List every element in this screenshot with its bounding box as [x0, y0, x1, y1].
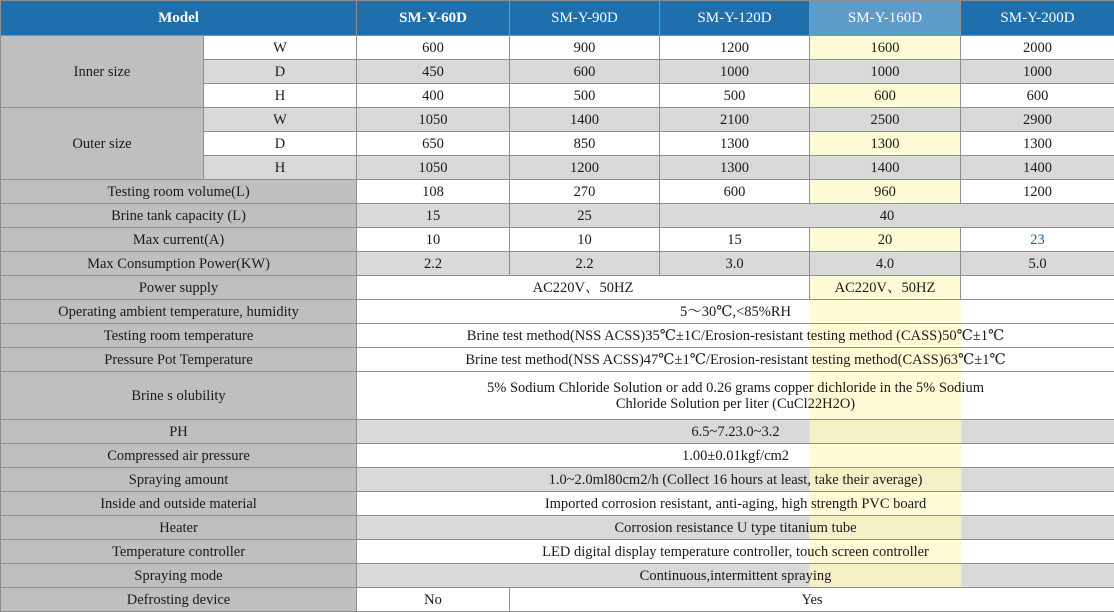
- model-header: Model: [1, 1, 357, 36]
- table-row: [1, 492, 1114, 516]
- table-row: [1, 36, 1114, 60]
- dimension-label: D: [204, 60, 357, 84]
- value-cell: AC220V、50HZ: [357, 276, 810, 300]
- value-cell: 10: [510, 228, 660, 252]
- value-cell: LED digital display temperature controller, touch screen controller: [357, 540, 1114, 564]
- row-label: Max Consumption Power(KW): [1, 252, 357, 276]
- value-cell: 5～30℃,<85%RH: [357, 300, 1114, 324]
- value-cell: 5.0: [961, 252, 1114, 276]
- value-cell: 600: [510, 60, 660, 84]
- value-cell: 1300: [961, 132, 1114, 156]
- value-cell: Yes: [510, 588, 1114, 612]
- value-cell: 600: [961, 84, 1114, 108]
- row-label: Defrosting device: [1, 588, 357, 612]
- row-label: Brine s olubility: [1, 372, 357, 420]
- row-label: Temperature controller: [1, 540, 357, 564]
- model-header-cell: SM-Y-160D: [810, 1, 961, 36]
- table-row: [1, 252, 1114, 276]
- row-label: Testing room temperature: [1, 324, 357, 348]
- table-row: [1, 516, 1114, 540]
- row-label: Pressure Pot Temperature: [1, 348, 357, 372]
- value-cell: [961, 276, 1114, 300]
- value-cell: 2100: [660, 108, 810, 132]
- row-label: Max current(A): [1, 228, 357, 252]
- table-row: [1, 180, 1114, 204]
- value-cell: 600: [810, 84, 961, 108]
- value-cell: AC220V、50HZ: [810, 276, 961, 300]
- model-header-cell: SM-Y-90D: [510, 1, 660, 36]
- value-cell: 108: [357, 180, 510, 204]
- value-cell: Imported corrosion resistant, anti-aging, high strength PVC board: [357, 492, 1114, 516]
- value-cell: 500: [510, 84, 660, 108]
- value-cell: 270: [510, 180, 660, 204]
- value-cell: 23: [961, 228, 1114, 252]
- table-row: [1, 444, 1114, 468]
- row-label: Spraying mode: [1, 564, 357, 588]
- value-cell: [357, 372, 1114, 420]
- value-cell: 1000: [810, 60, 961, 84]
- value-cell: 2.2: [510, 252, 660, 276]
- value-cell: 600: [660, 180, 810, 204]
- row-label: Power supply: [1, 276, 357, 300]
- value-cell: 1.0~2.0ml80cm2/h (Collect 16 hours at least, take their average): [357, 468, 1114, 492]
- row-label: Compressed air pressure: [1, 444, 357, 468]
- table-row: [1, 348, 1114, 372]
- value-cell: Corrosion resistance U type titanium tube: [357, 516, 1114, 540]
- value-cell: 400: [357, 84, 510, 108]
- value-cell: 1400: [961, 156, 1114, 180]
- value-cell: 900: [510, 36, 660, 60]
- value-cell: 1050: [357, 156, 510, 180]
- value-cell: 1050: [357, 108, 510, 132]
- value-cell: 40: [660, 204, 1114, 228]
- value-cell: 1.00±0.01kgf/cm2: [357, 444, 1114, 468]
- table-row: [1, 300, 1114, 324]
- model-header-cell: SM-Y-200D: [961, 1, 1114, 36]
- solubility-line: 5% Sodium Chloride Solution or add 0.26 grams copper dichloride in the 5% Sodium: [487, 380, 984, 396]
- value-cell: 15: [660, 228, 810, 252]
- value-cell: 1300: [660, 156, 810, 180]
- value-cell: 450: [357, 60, 510, 84]
- row-label: Heater: [1, 516, 357, 540]
- dimension-label: W: [204, 108, 357, 132]
- value-cell: Brine test method(NSS ACSS)35℃±1C/Erosion-resistant testing method (CASS)50℃±1℃: [357, 324, 1114, 348]
- value-cell: 2000: [961, 36, 1114, 60]
- dimension-label: H: [204, 84, 357, 108]
- table-row: [1, 108, 1114, 132]
- value-cell: 1400: [810, 156, 961, 180]
- value-cell: 1200: [660, 36, 810, 60]
- row-label: Brine tank capacity (L): [1, 204, 357, 228]
- table-row: [1, 588, 1114, 612]
- value-cell: 1200: [510, 156, 660, 180]
- model-header-cell: SM-Y-120D: [660, 1, 810, 36]
- value-cell: 1000: [961, 60, 1114, 84]
- value-cell: 4.0: [810, 252, 961, 276]
- value-cell: 15: [357, 204, 510, 228]
- solubility-line: Chloride Solution per liter (CuCl22H2O): [616, 396, 855, 412]
- row-label: Spraying amount: [1, 468, 357, 492]
- value-cell: 6.5~7.23.0~3.2: [357, 420, 1114, 444]
- value-cell: 2500: [810, 108, 961, 132]
- table-row: [1, 324, 1114, 348]
- value-cell: 1300: [660, 132, 810, 156]
- value-cell: Continuous,intermittent spraying: [357, 564, 1114, 588]
- inner-size-label: Inner size: [1, 36, 204, 108]
- row-label: Operating ambient temperature, humidity: [1, 300, 357, 324]
- table-row: [1, 420, 1114, 444]
- value-cell: 2.2: [357, 252, 510, 276]
- value-cell: 1600: [810, 36, 961, 60]
- table-row: [1, 204, 1114, 228]
- value-cell: 2900: [961, 108, 1114, 132]
- table-row: [1, 372, 1114, 420]
- dimension-label: D: [204, 132, 357, 156]
- table-row: [1, 564, 1114, 588]
- value-cell: 10: [357, 228, 510, 252]
- value-cell: 500: [660, 84, 810, 108]
- value-cell: 20: [810, 228, 961, 252]
- header-row: [1, 1, 1114, 36]
- value-cell: 25: [510, 204, 660, 228]
- value-cell: Brine test method(NSS ACSS)47℃±1℃/Erosion-resistant testing method(CASS)63℃±1℃: [357, 348, 1114, 372]
- outer-size-label: Outer size: [1, 108, 204, 180]
- value-cell: 650: [357, 132, 510, 156]
- dimension-label: W: [204, 36, 357, 60]
- value-cell: 1300: [810, 132, 961, 156]
- table-row: [1, 276, 1114, 300]
- model-header-cell: SM-Y-60D: [357, 1, 510, 36]
- dimension-label: H: [204, 156, 357, 180]
- value-cell: 1200: [961, 180, 1114, 204]
- table-row: [1, 228, 1114, 252]
- value-cell: 850: [510, 132, 660, 156]
- row-label: Testing room volume(L): [1, 180, 357, 204]
- row-label: Inside and outside material: [1, 492, 357, 516]
- row-label: PH: [1, 420, 357, 444]
- table-row: [1, 468, 1114, 492]
- value-cell: 3.0: [660, 252, 810, 276]
- value-cell: 600: [357, 36, 510, 60]
- value-cell: 1400: [510, 108, 660, 132]
- value-cell: No: [357, 588, 510, 612]
- value-cell: 1000: [660, 60, 810, 84]
- value-cell: 960: [810, 180, 961, 204]
- table-row: [1, 540, 1114, 564]
